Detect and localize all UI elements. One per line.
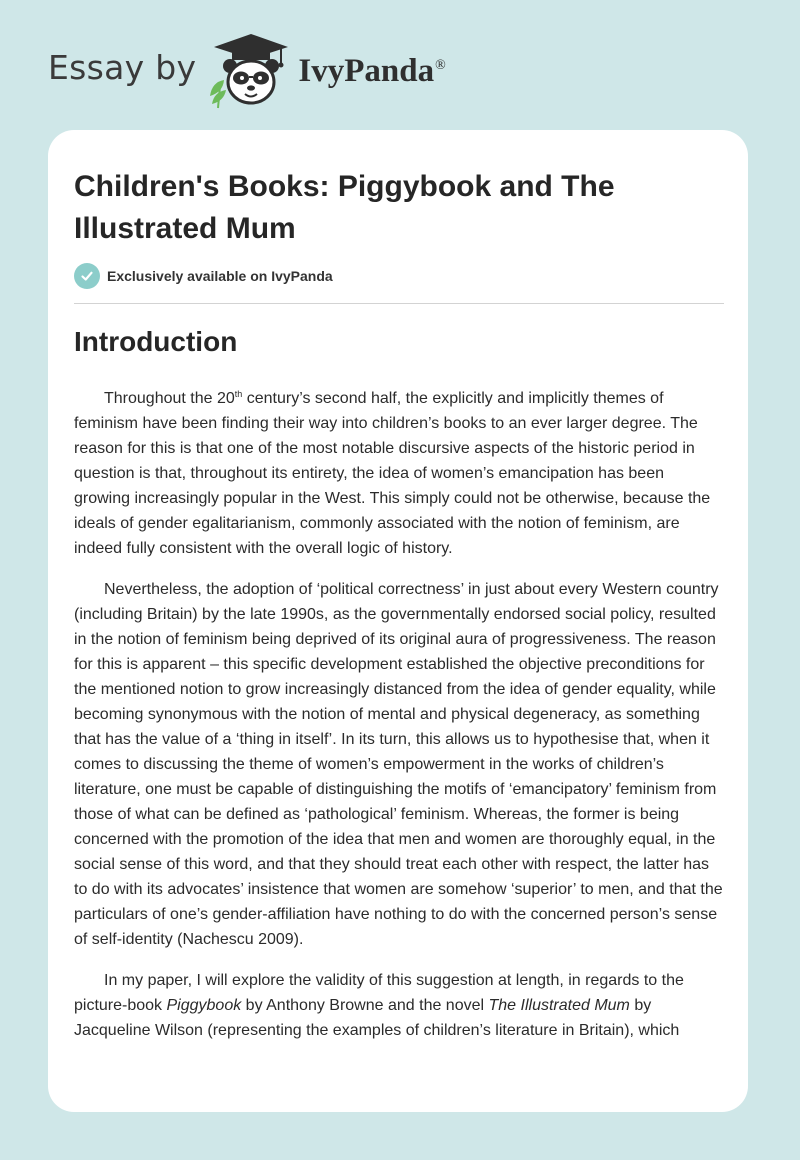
paragraph: Nevertheless, the adoption of ‘political correctness’ in just about every Western country (including Britain) by the late 1990s, as the governmentally endorsed social policy, resulted in the notion of feminism being deprived of its original aura of progressiveness. The reason for this is apparent – this specific development established the objective preconditions for the mentioned notion to grow increasingly distanced from the idea of gender equality, while becoming synonymous with the notion of mental and physical degeneracy, as something that has the value of a ‘thing in itself’. In its turn, this allows us to hypothesise that, when it comes to discussing the theme of women’s empowerment in the works of children’s literature, one must be capable of distinguishing the motifs of ‘emancipatory’ feminism from those of what can be defined as ‘pathological’ feminism. Whereas, the former is being concerned with the promotion of the idea that men and women are thoroughly equal, in the social sense of this word, and that they should treat each other with respect, the latter has to do with its advocates’ insistence that women are somehow ‘superior’ to men, and that the particulars of one’s gender-affiliation have nothing to do with the concerned person’s sense of self-identity (Nachescu 2009).: [74, 581, 723, 948]
brand-name: IvyPanda®: [298, 52, 446, 89]
book-title: Piggybook: [166, 997, 242, 1014]
registered-mark: ®: [435, 57, 446, 73]
site-header: [48, 30, 446, 110]
essay-card: [48, 130, 748, 1112]
paragraph: In my paper, I will explore the validity of this suggestion at length, in regards to the picture-book Piggybook by Anthony Browne and the novel The Illustrated Mum by Jacqueline Wilson (representing the examples of children’s literature in Britain), which: [74, 972, 684, 1039]
panda-graduate-logo-icon[interactable]: [206, 30, 296, 110]
book-title: The Illustrated Mum: [488, 997, 630, 1014]
badge-label: Exclusively available on IvyPanda: [107, 268, 333, 284]
essay-body: [74, 386, 724, 1059]
paragraph: Throughout the 20th century’s second half, the explicitly and implicitly themes of feminism have been finding their way into children’s books to an ever larger degree. The reason for this is that one of the most notable discursive aspects of the historic period in question is that, throughout its entirety, the idea of women’s emancipation has been growing increasingly popular in the West. This simply could not be otherwise, because the ideals of gender egalitarianism, commonly associated with the notion of feminism, are indeed fully consistent with the overall logic of history.: [74, 389, 711, 557]
exclusive-badge: [74, 263, 333, 289]
checkmark-icon: [74, 263, 100, 289]
section-title: Introduction: [74, 326, 238, 357]
essay-title: Children's Books: Piggybook and The Illustrated Mum: [74, 170, 615, 245]
essay-by-label: Essay by: [48, 47, 197, 87]
divider: [74, 303, 724, 304]
